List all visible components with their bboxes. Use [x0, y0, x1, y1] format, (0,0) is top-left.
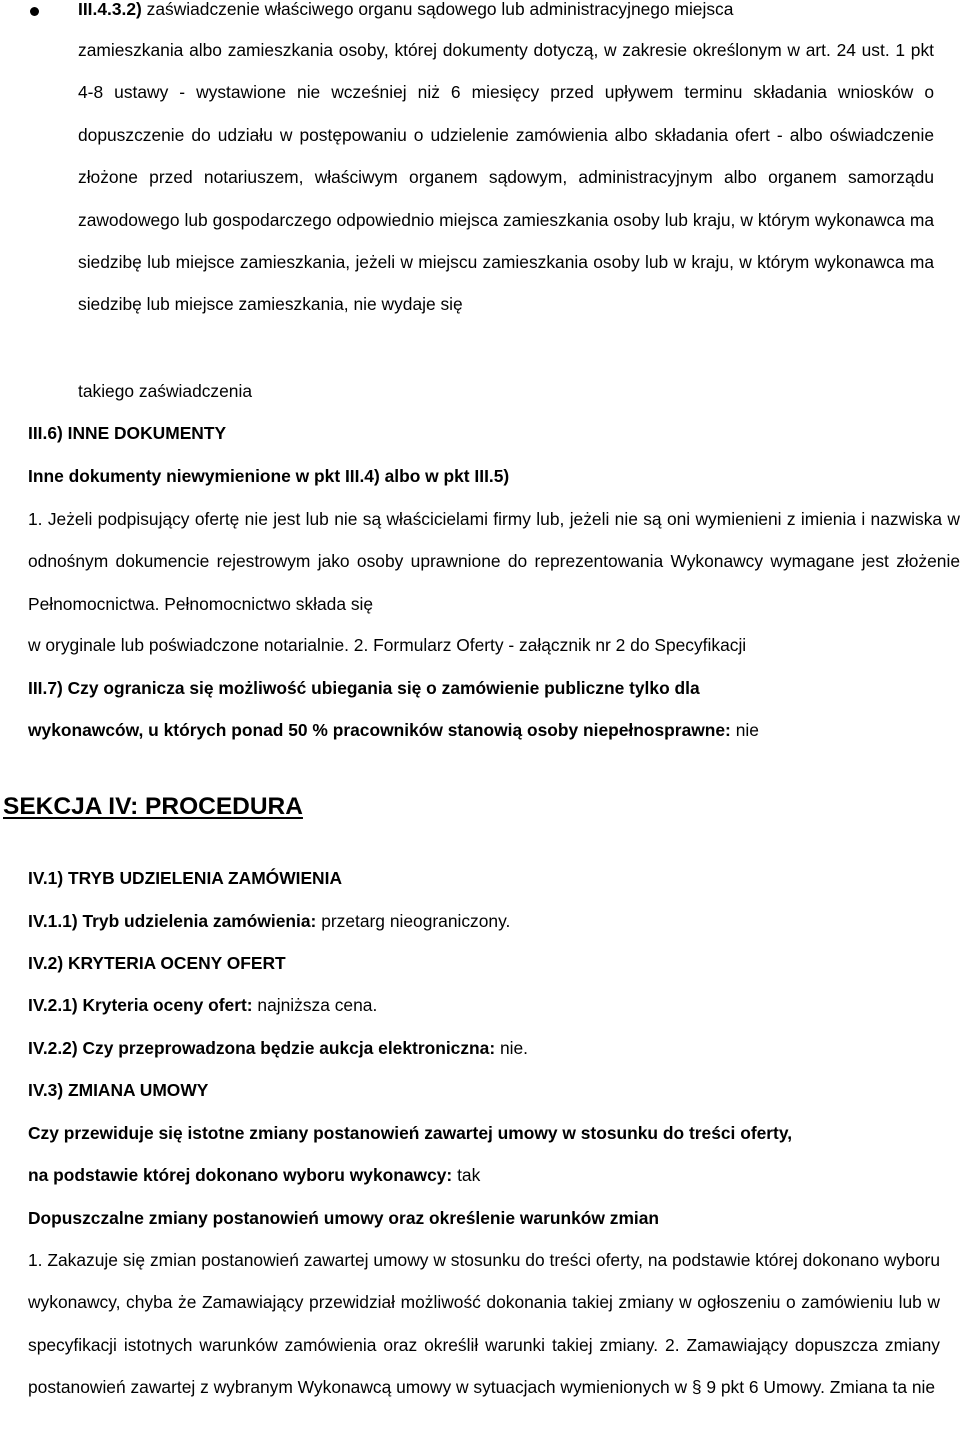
section-iii7-question-line2 — [28, 719, 759, 741]
section-iii7-question-text: wykonawców, u których ponad 50 % pracowników stanowią osoby niepełnosprawne: — [28, 720, 731, 740]
section-iii6-body-last: w oryginale lub poświadczone notarialnie. 2. Formularz Oferty - załącznik nr 2 do Specyfikacji — [28, 635, 747, 655]
iv3-heading: IV.3) ZMIANA UMOWY — [28, 1080, 209, 1100]
item-number: III.4.3.2) — [78, 0, 142, 19]
iv3-question-line1: Czy przewiduje się istotne zmiany postanowień zawartej umowy w stosunku do treści oferty, — [28, 1123, 793, 1143]
iv1-heading: IV.1) TRYB UDZIELENIA ZAMÓWIENIA — [28, 868, 343, 888]
iv3-body: 1. Zakazuje się zmian postanowień zawartej umowy w stosunku do treści oferty, na podstawie której dokonano wyboru wykonawcy, chyba że Zamawiający przewidział możliwość dokonania takiej zmiany w ogłoszeniu o zamówieniu lub w specyfikacji istotnych warunków zamówienia oraz określił warunki takiej zmiany. 2. Zamawiający dopuszcza zmiany postanowień zawartej z wybranym Wykonawcą umowy w sytuacjach wymienionych w § 9 pkt 6 Umowy. Zmiana ta nie — [28, 1250, 940, 1398]
section-iv-title: SEKCJA IV: PROCEDURA — [3, 793, 303, 820]
bullet-icon — [30, 7, 39, 16]
iv3-question-text: na podstawie której dokonano wyboru wykonawcy: — [28, 1165, 453, 1185]
iv3-answer: tak — [457, 1165, 481, 1185]
section-iii7-answer: nie — [735, 720, 759, 740]
iv21-value: najniższa cena. — [257, 995, 378, 1015]
iv2-heading: IV.2) KRYTERIA OCENY OFERT — [28, 953, 286, 973]
item-last-line: takiego zaświadczenia — [78, 381, 253, 401]
bullet-first-line — [78, 0, 733, 20]
iv21-line — [28, 994, 377, 1016]
iv3-question-line2 — [28, 1164, 480, 1186]
section-iii6-body: 1. Jeżeli podpisujący ofertę nie jest lub nie są właścicielami firmy lub, jeżeli nie są oni wymienieni z imienia i nazwiska w odnośnym dokumencie rejestrowym jako osoby uprawnione do reprezentowania Wykonawcy wymagane jest złożenie Pełnomocnictwa. Pełnomocnictwo składa się — [28, 509, 960, 614]
iv11-label: IV.1.1) Tryb udzielenia zamówienia: — [28, 911, 317, 931]
iv21-label: IV.2.1) Kryteria oceny ofert: — [28, 995, 253, 1015]
item-body: zamieszkania albo zamieszkania osoby, której dokumenty dotyczą, w zakresie określonym w art. 24 ust. 1 pkt 4-8 ustawy - wystawione nie wcześniej niż 6 miesięcy przed upływem terminu składania wniosków o dopuszczenie do udziału w postępowaniu o udzielenie zamówienia albo składania ofert - albo oświadczenie złożone przed notariuszem, właściwym organem sądowym, administracyjnym albo organem samorządu zawodowego lub gospodarczego odpowiednio miejsca zamieszkania osoby lub kraju, w którym wykonawca ma siedzibę lub miejsce zamieszkania, jeżeli w miejscu zamieszkania osoby lub w kraju, w którym wykonawca ma siedzibę lub miejsce zamieszkania, nie wydaje się — [78, 40, 934, 315]
section-iii6-subheading: Inne dokumenty niewymienione w pkt III.4) albo w pkt III.5) — [28, 466, 510, 486]
section-iii6-heading: III.6) INNE DOKUMENTY — [28, 423, 227, 443]
item-first-line-text: zaświadczenie właściwego organu sądowego lub administracyjnego miejsca — [146, 0, 734, 19]
iv3-allowed-heading: Dopuszczalne zmiany postanowień umowy oraz określenie warunków zmian — [28, 1208, 660, 1228]
iv22-line — [28, 1037, 528, 1059]
iv22-value: nie. — [499, 1038, 529, 1058]
iv11-line — [28, 910, 510, 932]
section-iii7-question-line1: III.7) Czy ogranicza się możliwość ubiegania się o zamówienie publiczne tylko dla — [28, 678, 700, 698]
iv22-label: IV.2.2) Czy przeprowadzona będzie aukcja elektroniczna: — [28, 1038, 496, 1058]
iv11-value: przetarg nieograniczony. — [321, 911, 511, 931]
